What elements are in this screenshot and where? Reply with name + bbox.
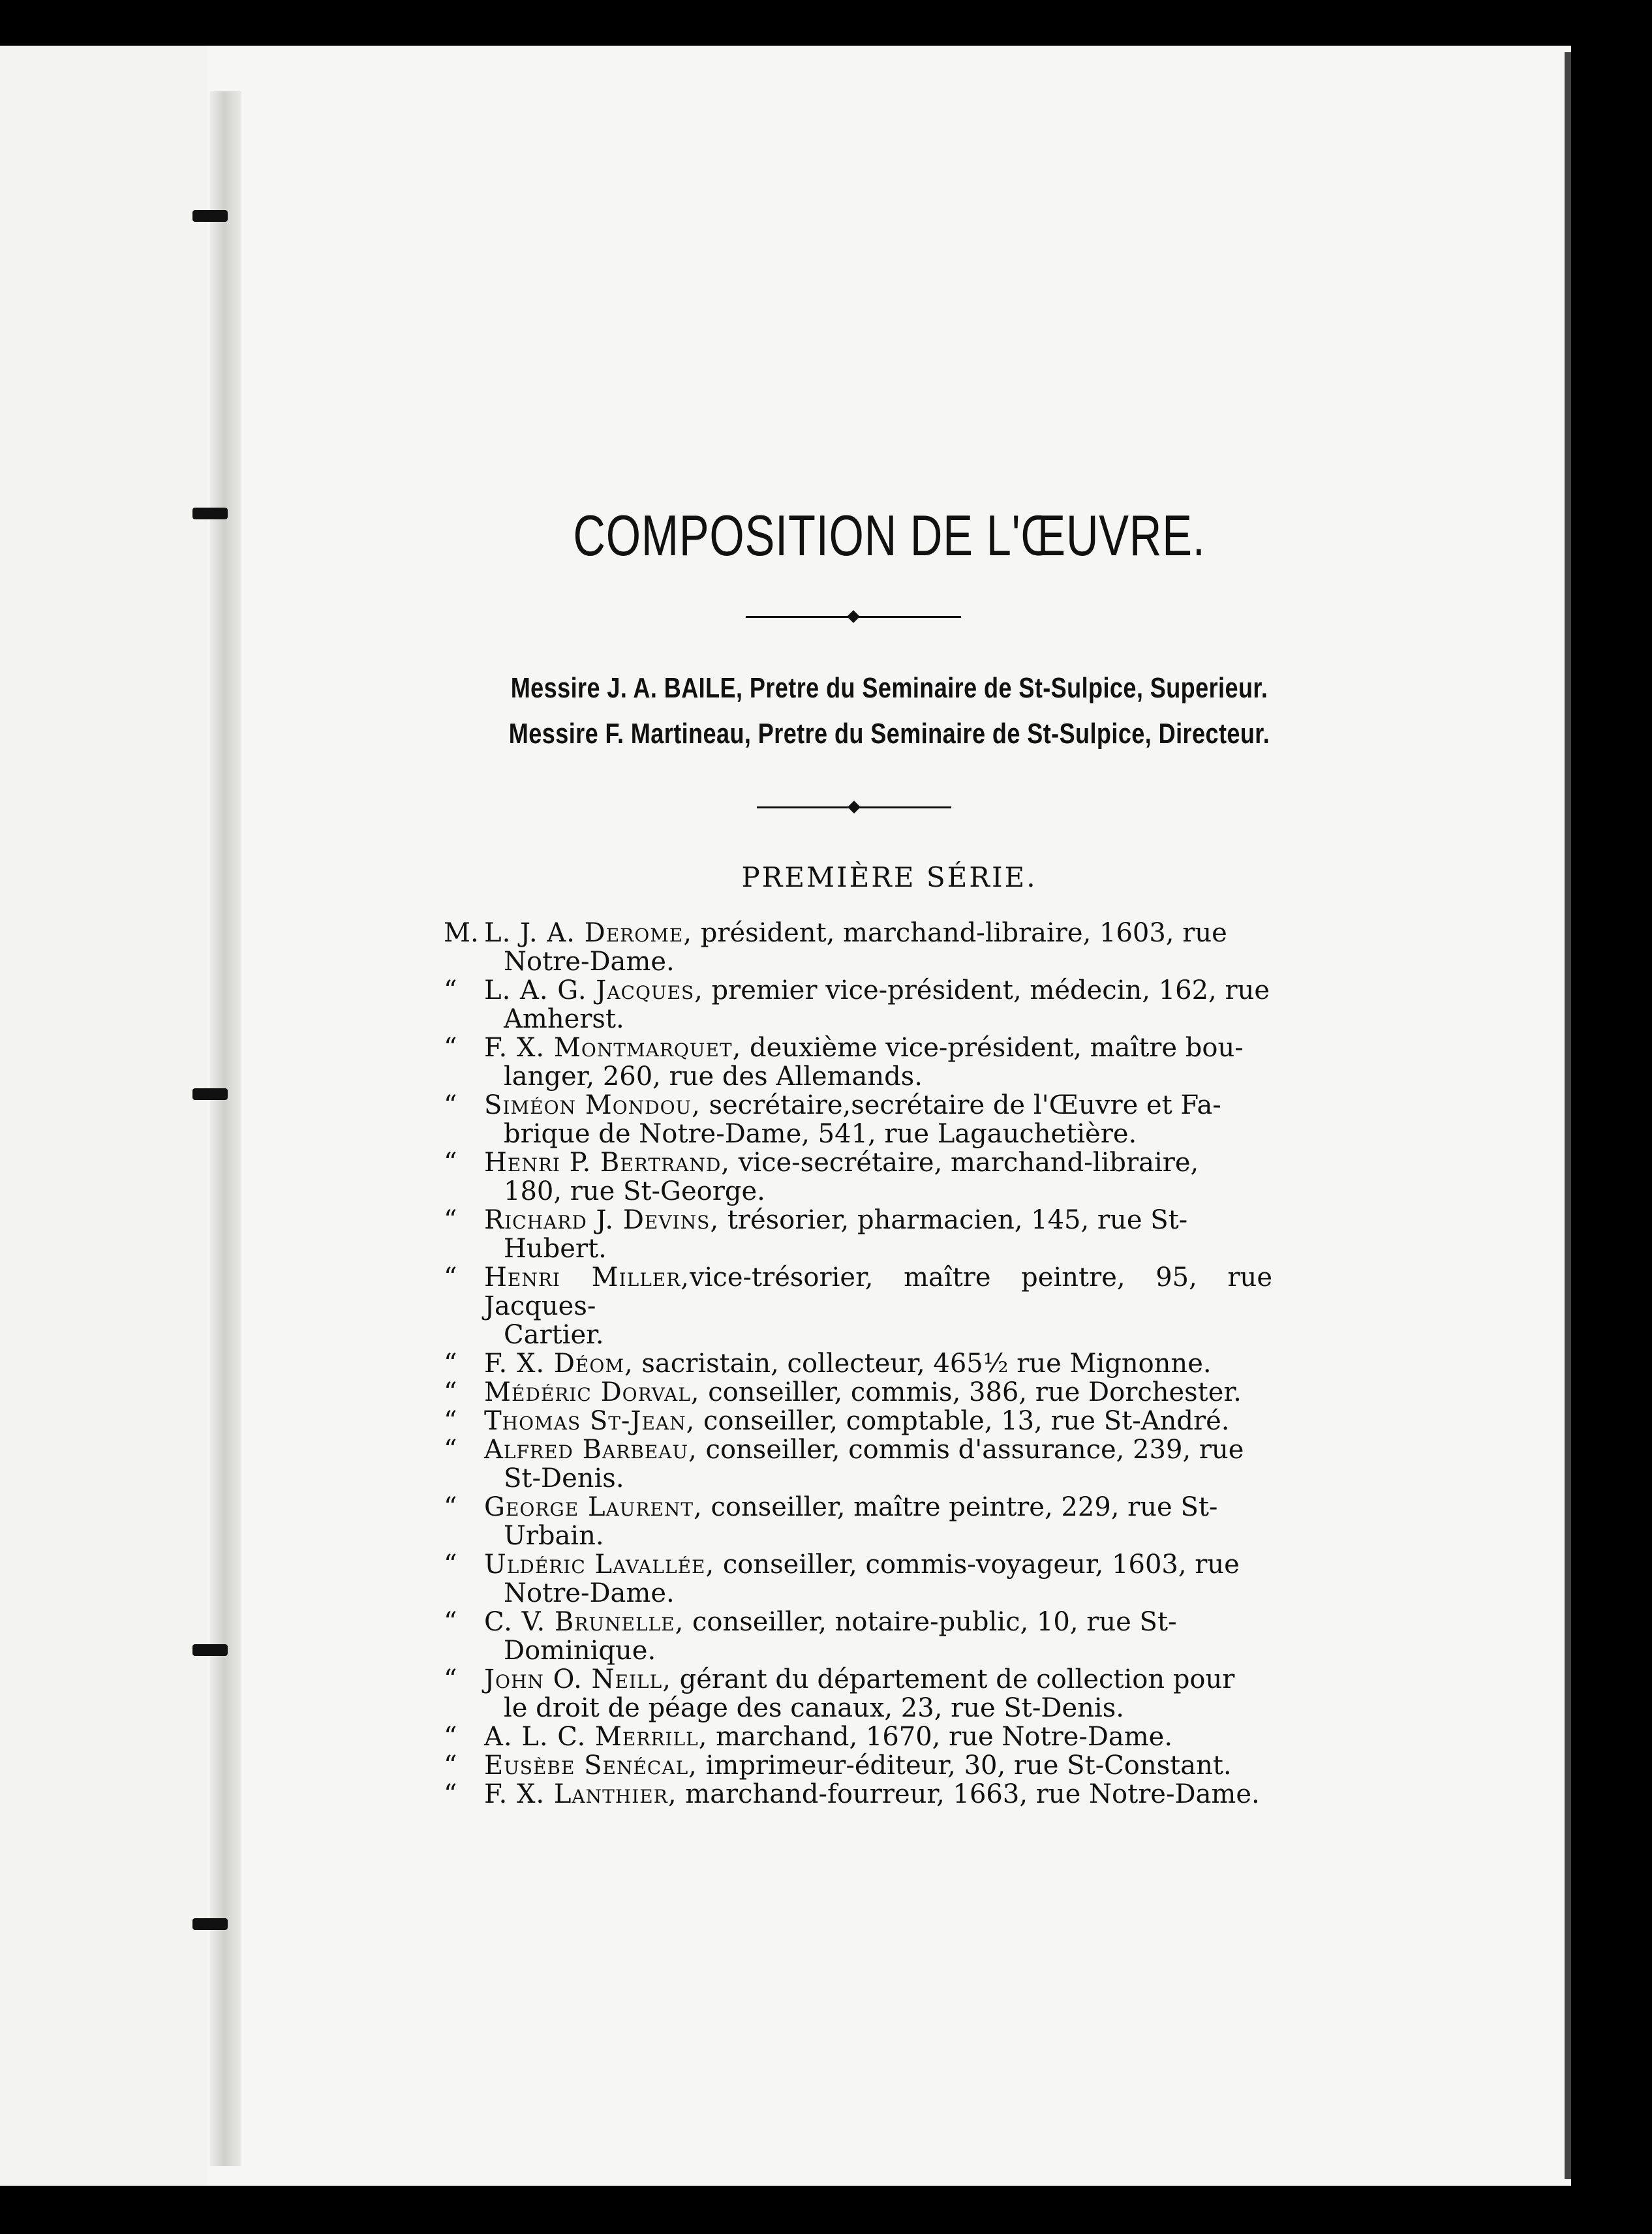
list-item	[444, 976, 1272, 1033]
entry-marker: “	[444, 1090, 457, 1120]
entry-marker: “	[444, 1435, 457, 1465]
entry-marker: “	[444, 1550, 457, 1580]
member-name: Henri Miller,	[484, 1262, 690, 1293]
member-details-continued: St-Denis.	[504, 1463, 624, 1493]
entry-marker: “	[444, 1033, 457, 1063]
entry-text	[484, 1722, 1272, 1751]
binding-strip	[210, 91, 241, 2166]
member-details: deuxième vice-président, maître bou-	[741, 1033, 1244, 1063]
member-name: Eusèbe Senécal,	[484, 1751, 697, 1781]
member-details: marchand, 1670, rue Notre-Dame.	[707, 1722, 1173, 1752]
member-details: conseiller, commis-voyageur, 1603, rue	[714, 1550, 1240, 1580]
member-name: A. L. C. Merrill,	[484, 1722, 708, 1752]
member-name: Uldéric Lavallée,	[484, 1550, 715, 1580]
member-details-continued: le droit de péage des canaux, 23, rue St-Denis.	[504, 1693, 1124, 1723]
list-item	[444, 1493, 1272, 1550]
list-item	[444, 1665, 1272, 1722]
member-details: secrétaire,secrétaire de l'Œuvre et Fa-	[700, 1090, 1221, 1120]
list-item	[444, 1148, 1272, 1206]
entry-text	[484, 1263, 1272, 1349]
entry-text	[484, 1608, 1272, 1665]
member-list	[444, 919, 1272, 1809]
member-name: C. V. Brunelle,	[484, 1607, 684, 1637]
entry-marker: “	[444, 1148, 457, 1178]
list-item	[444, 1608, 1272, 1665]
page-edge	[1565, 52, 1571, 2179]
officer-director: Messire F. Martineau, Pretre du Seminaire de St-Sulpice, Directeur.	[508, 718, 1270, 750]
list-item	[444, 1206, 1272, 1263]
member-details: conseiller, comptable, 13, rue St-André.	[695, 1406, 1230, 1436]
entry-marker: “	[444, 1664, 457, 1694]
member-name: L. J. A. Derome,	[484, 918, 693, 948]
member-name: Alfred Barbeau,	[484, 1435, 697, 1465]
member-details: conseiller, maître peintre, 229, rue St-	[702, 1492, 1218, 1522]
list-item	[444, 919, 1272, 976]
entry-marker: “	[444, 1406, 457, 1436]
entry-marker: “	[444, 1262, 457, 1293]
entry-text	[484, 1378, 1272, 1407]
list-item	[444, 1349, 1272, 1378]
binding-stitch	[192, 1088, 228, 1100]
entry-text	[484, 1550, 1272, 1608]
member-details: conseiller, commis d'assurance, 239, rue	[697, 1435, 1244, 1465]
entry-text	[484, 1091, 1272, 1148]
entry-marker: “	[444, 1377, 457, 1407]
member-details: gérant du département de collection pour	[671, 1664, 1235, 1694]
member-details-continued: 180, rue St-George.	[504, 1176, 765, 1206]
entry-marker: “	[444, 975, 457, 1005]
member-details: conseiller, commis, 386, rue Dorchester.	[699, 1377, 1242, 1407]
member-name: John O. Neill,	[484, 1664, 671, 1694]
member-details: marchand-fourreur, 1663, rue Notre-Dame.	[677, 1779, 1260, 1809]
list-item	[444, 1091, 1272, 1148]
member-details-continued: Cartier.	[504, 1320, 604, 1350]
member-details: vice-secrétaire, marchand-libraire,	[729, 1148, 1199, 1178]
member-name: F. X. Lanthier,	[484, 1779, 677, 1809]
member-details: sacristain, collecteur, 465½ rue Mignonne.	[633, 1349, 1212, 1379]
entry-text	[484, 1148, 1272, 1206]
entry-text	[484, 919, 1272, 976]
member-details: imprimeur-éditeur, 30, rue St-Constant.	[697, 1751, 1232, 1781]
entry-text	[484, 1407, 1272, 1435]
list-item	[444, 1751, 1272, 1780]
list-item	[444, 1033, 1272, 1091]
member-details: premier vice-président, médecin, 162, rue	[703, 975, 1270, 1005]
member-details-continued: Notre-Dame.	[504, 1578, 675, 1608]
member-name: Thomas St-Jean,	[484, 1406, 696, 1436]
entry-text	[484, 1349, 1272, 1378]
entry-text	[484, 1665, 1272, 1722]
entry-marker: “	[444, 1205, 457, 1235]
member-details: trésorier, pharmacien, 145, rue St-	[719, 1205, 1188, 1235]
entry-text	[484, 1751, 1272, 1780]
binding-gutter	[0, 46, 207, 2186]
list-item	[444, 1407, 1272, 1435]
page-title: COMPOSITION DE L'ŒUVRE.	[573, 503, 1206, 568]
list-item	[444, 1550, 1272, 1608]
binding-stitch	[192, 210, 228, 222]
member-name: George Laurent,	[484, 1492, 703, 1522]
member-details-continued: Dominique.	[504, 1636, 656, 1666]
ornament-rule	[746, 616, 961, 618]
entry-text	[484, 1780, 1272, 1809]
member-details-continued: Hubert.	[504, 1234, 607, 1264]
binding-stitch	[192, 1644, 228, 1656]
member-name: Médéric Dorval,	[484, 1377, 700, 1407]
list-item	[444, 1722, 1272, 1751]
list-item	[444, 1378, 1272, 1407]
member-details-continued: Amherst.	[504, 1004, 624, 1034]
member-name: Henri P. Bertrand,	[484, 1148, 730, 1178]
member-details-continued: brique de Notre-Dame, 541, rue Lagauchetière.	[504, 1119, 1137, 1149]
officer-superior: Messire J. A. BAILE, Pretre du Seminaire de St-Sulpice, Superieur.	[510, 672, 1268, 704]
entry-marker: “	[444, 1722, 457, 1752]
entry-text	[484, 1493, 1272, 1550]
member-name: F. X. Montmarquet,	[484, 1033, 742, 1063]
member-name: Richard J. Devins,	[484, 1205, 720, 1235]
member-details-continued: Notre-Dame.	[504, 947, 675, 977]
entry-text	[484, 1206, 1272, 1263]
entry-marker: “	[444, 1751, 457, 1781]
entry-marker: M.	[444, 918, 479, 948]
member-details-continued: langer, 260, rue des Allemands.	[504, 1062, 923, 1092]
entry-marker: “	[444, 1349, 457, 1379]
entry-marker: “	[444, 1779, 457, 1809]
entry-text	[484, 1033, 1272, 1091]
binding-stitch	[192, 508, 228, 519]
member-name: F. X. Déom,	[484, 1349, 634, 1379]
list-item	[444, 1435, 1272, 1493]
list-item	[444, 1263, 1272, 1349]
binding-stitch	[192, 1918, 228, 1930]
ornament-rule	[757, 806, 951, 808]
entry-marker: “	[444, 1492, 457, 1522]
member-name: Siméon Mondou,	[484, 1090, 701, 1120]
entry-text	[484, 1435, 1272, 1493]
list-item	[444, 1780, 1272, 1809]
member-details: président, marchand-libraire, 1603, rue	[692, 918, 1227, 948]
entry-marker: “	[444, 1607, 457, 1637]
member-name: L. A. G. Jacques,	[484, 975, 703, 1005]
member-details-continued: Urbain.	[504, 1521, 604, 1551]
member-details: conseiller, notaire-public, 10, rue St-	[684, 1607, 1177, 1637]
member-details: vice-trésorier, maître peintre, 95, rue Jacques-	[484, 1262, 1272, 1321]
entry-text	[484, 976, 1272, 1033]
series-heading: PREMIÈRE SÉRIE.	[741, 861, 1037, 893]
